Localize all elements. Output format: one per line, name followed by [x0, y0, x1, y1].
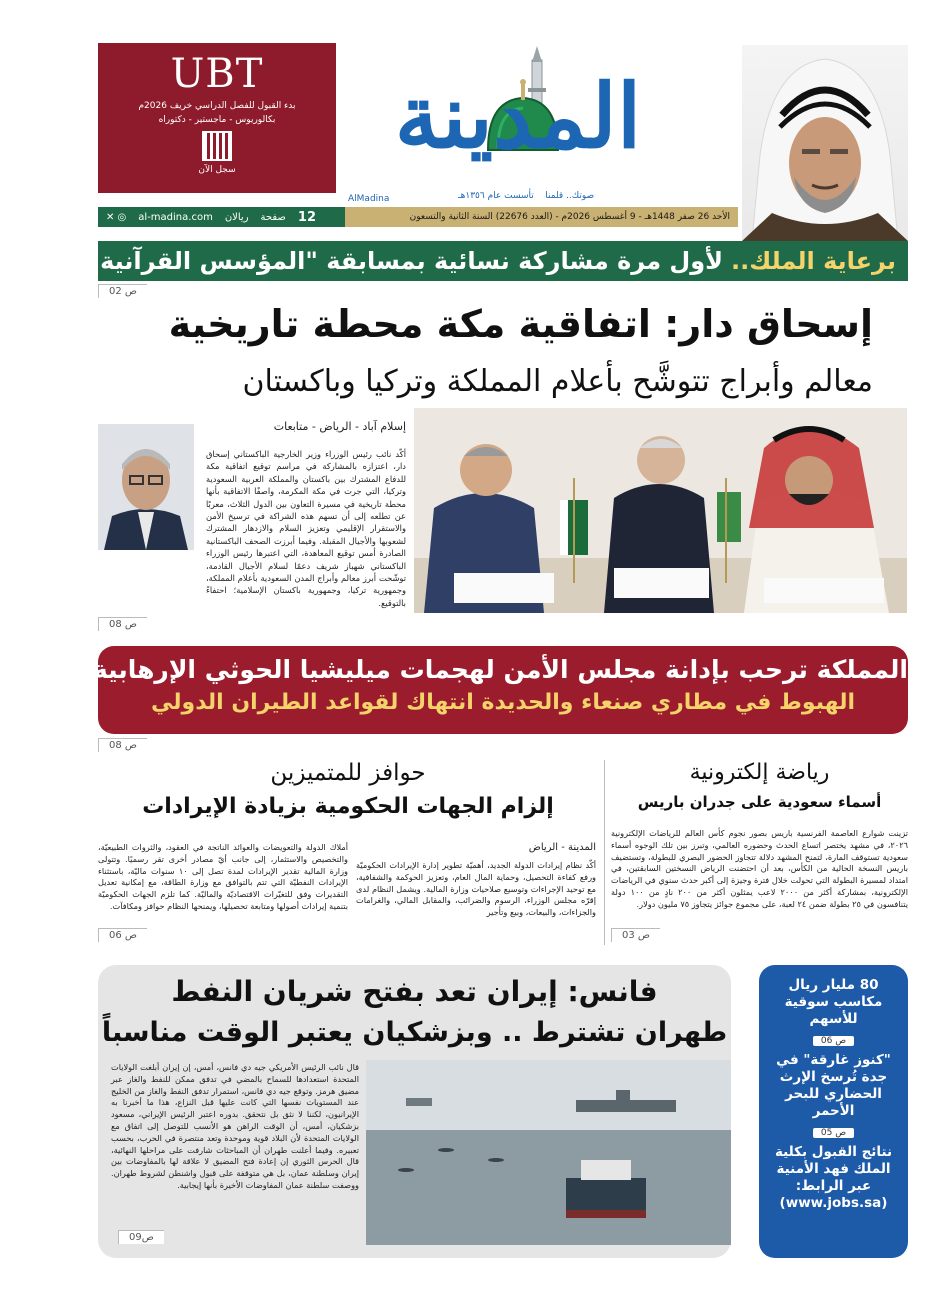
- revenue-heading[interactable]: حوافز للمتميزين: [270, 760, 426, 786]
- page-ref-lead[interactable]: ص 08: [98, 617, 147, 631]
- page-ref-revenue[interactable]: ص 06: [98, 928, 147, 942]
- pages-count: 12: [297, 209, 316, 225]
- page-ref-esports[interactable]: ص 03: [611, 928, 660, 942]
- iran-story-title[interactable]: فانس: إيران تعد بفتح شريان النفط: [171, 975, 658, 1008]
- pages-label: صفحة: [260, 211, 286, 223]
- iran-story-body: قال نائب الرئيس الأمريكي جيه دي فانس، أمس، إن إيران أبلغت الولايات المتحدة استعدادها للسماح بالمضي في تدفق ممكن للنفط والغاز عبر مضيق هرمز. وتوقع جيه دي فانس، استمرار تدفق النفط والغاز من الخليج عند المستويات نفسها التي كانت عليها قبل النزاع، هذا ما أخبرنا به الإيرانيون، لكننا لا نثق بل نتحقق. بدوره اعتبر الرئيس الإيراني، مسعود بزشكيان، أمس، أن الوقت الراهن هو الأنسب للتوصل إلى اتفاق مع الولايات المتحدة لأن البلاد قوية وموحدة وتعد منتصرة في الحرب، بحسب تعبيره. وفيما أعلنت طهران أن المباحثات شارفت على مراحلها النهائية، قال الحرس الثوري إن إعادة فتح المضيق لا علاقة لها بالمفاوضات بين إيران وسلطنة عمان، بل هي متوقفة على قبول واشنطن لشروط طهران. ووصفت سلطنة عمان المفاوضات الأخيرة بأنها إيجابية.: [111, 1062, 359, 1190]
- column-divider: [604, 760, 605, 945]
- revenue-body-column-1: أكّد نظام إيرادات الدولة الجديد، أهميّة تطوير إدارة الإيرادات الحكوميّة ورفع كفاءة التحصيل، وحماية المال العام، وتعزيز الحوكمة والشفافية، مع توحيد الإجراءات وتوسيع صلاحيات وزارة المالية. ويشمل النظام لدى إقرّه مجلس الوزراء، الرسوم والضرائب، والمقابل المالي، والغرامات والجزاءات، والبيعات، وبيع وتأجير: [356, 860, 596, 918]
- king-portrait-photo: [742, 45, 908, 241]
- page-ref-quran[interactable]: ص 02: [98, 284, 147, 298]
- qr-code-icon[interactable]: [202, 131, 232, 161]
- esports-body: تزينت شوارع العاصمة الفرنسية باريس بصور نجوم كأس العالم للرياضات الإلكترونية ٢٠٢٦، في مشهد يختصر اتساع الحدث وحضوره العالمي، وتبرز بين تلك الوجوه أسماء سعودية تستوقف المارة، لتمنح المشهد دلالة تتجاوز الحضور البصري للبطولة، وتستضيف باريس النسخة الحالية من الكأس، بعد أن احتضنت الرياض النسختين السابقتين، في امتداد لمسيرة البطولة التي تحولت خلال فترة وجيزة إلى أكبر حدث سنوي في الرياضات الإلكترونية، بمشاركة أكثر من ٢٠٠٠ لاعب يمثلون أكثر من ٢٠٠ نادٍ من ١٠٠ دولة يتنافسون في ٢٥ بطولة ضمن ٢٤ لعبة، على مجموع جوائز يتجاوز ٧٥ مليون دولار.: [611, 828, 908, 909]
- logo-wordmark: المدينة: [394, 64, 642, 168]
- sidebar-page-ref-jeddah[interactable]: ص 05: [813, 1128, 854, 1138]
- sidebar-item-admission-results[interactable]: نتائج القبول بكلية الملك فهد الأمنية عبر الرابط: (www.jobs.sa): [774, 1144, 893, 1211]
- lead-story-subtitle: معالم وأبراج تتوشَّح بأعلام المملكة وتركيا وباكستان: [242, 364, 873, 399]
- esports-subheading: أسماء سعودية على جدران باريس: [637, 793, 882, 811]
- security-headline-line1: المملكة ترحب بإدانة مجلس الأمن لهجمات ميليشيا الحوثي الإرهابية: [92, 655, 908, 684]
- ubt-logo: UBT: [170, 51, 264, 97]
- logo-latin-name: AlMadina: [348, 194, 390, 204]
- strait-tanker-photo: [366, 1060, 731, 1245]
- logo-slogan: [458, 191, 594, 201]
- sidebar-item-stocks[interactable]: 80 مليار ريال مكاسب سوقية للأسهم: [784, 977, 883, 1027]
- issue-info-bar: [98, 207, 738, 227]
- revenue-subheading: إلزام الجهات الحكومية بزيادة الإيرادات: [142, 794, 554, 819]
- newspaper-logo[interactable]: [338, 40, 698, 204]
- sidebar-item-jeddah-treasures[interactable]: "كنوز غارقة" في جدة تُرسخ الإرث الحضاري للبحر الأحمر: [776, 1052, 891, 1119]
- issue-date-line: الأحد 26 صفر 1448هـ - 9 أغسطس 2026م - (العدد 22676) السنة الثانية والتسعون: [345, 207, 738, 227]
- headline-accent: برعاية الملك..: [731, 247, 896, 275]
- ubt-advertisement[interactable]: [98, 43, 336, 193]
- slogan-text: صوتك.. قلمنا: [545, 191, 595, 201]
- revenue-byline: المدينة - الرياض: [528, 842, 596, 853]
- ad-admission-text: بدء القبول للفصل الدراسي خريف 2026م: [138, 101, 296, 111]
- esports-heading[interactable]: رياضة إلكترونية: [689, 760, 830, 785]
- social-icons[interactable]: ✕ ◎: [106, 211, 127, 223]
- lead-story-title[interactable]: إسحاق دار: اتفاقية مكة محطة تاريخية: [168, 302, 873, 346]
- ad-degrees-text: بكالوريوس - ماجستير - دكتوراه: [158, 115, 276, 125]
- price-text: ريالان: [224, 211, 249, 223]
- signing-ceremony-photo: [414, 408, 907, 613]
- headline-text: لأول مرة مشاركة نسائية بمسابقة "المؤسس القرآنية الدولية": [0, 247, 724, 275]
- ad-register-cta[interactable]: سجل الآن: [198, 165, 236, 175]
- website-link[interactable]: al-madina.com: [138, 211, 213, 223]
- ishaq-dar-photo: [98, 424, 194, 550]
- lead-story-body: أكّد نائب رئيس الوزراء وزير الخارجية الباكستاني إسحاق دار، اعتزازه بالمشاركة في مراسم توقيع اتفاقية مكة للدفاع المشترك بين باكستان والمملكة العربية السعودية وتركيا، التي جرت في مكة المكرمة، واصفًا الاتفاقية بأنها محطة تاريخية في مسيرة التعاون بين الدول الثلاث، معربًا عن تطلعه إلى أن تسهم هذه الشراكة في ترسيخ الأمن والاستقرار الإقليمي وتعزيز السلام والازدهار المشترك لشعوبها والأجيال المقبلة. وفيما أبرزت الصحف الباكستانية الصادرة أمس توقيع المعاهدة، التي اعتبرها رئيس الوزراء الباكستاني شهباز شريف دعمًا لسلام الأجيال القادمة، توشّحت أبرز معالم وأبراج المدن السعودية بأعلام المملكة، وجمهورية تركيا، وجمهورية باكستان الإسلامية؛ احتفاءً بالتوقيع.: [206, 449, 406, 608]
- page-ref-iran[interactable]: ص09: [118, 1230, 164, 1244]
- security-headline-line2: الهبوط في مطاري صنعاء والحديدة انتهاك لقواعد الطيران الدولي: [151, 690, 855, 715]
- security-council-headline[interactable]: [92, 646, 908, 734]
- issue-meta: [98, 207, 345, 227]
- quran-competition-headline[interactable]: [0, 241, 908, 281]
- page-ref-security[interactable]: ص 08: [98, 738, 147, 752]
- sidebar-page-ref-stocks[interactable]: ص 06: [813, 1036, 854, 1046]
- founded-text: تأسست عام ١٣٥٦هـ: [458, 191, 534, 201]
- revenue-body-column-2: أملاك الدولة والتعويضات والعوائد الناتجة في العقود، والثروات الطبيعيّة، والتخصيص والاستثمار، إلى جانب أيّ مصادر أخرى تقر رسميًا. وتتولى وزارة المالية تقدير الإيرادات لمدة تصل إلى ١٠ سنوات ماليّة، باستثناء الإيرادات النفطيّة التي تتم بالتوافق مع وزارة الطاقة، مع إمكانية تعديل التقديرات وفق للتغيّرات الاقتصاديّة والماليّة. كما تلزم الجهات الحكوميّة بتنمية إيرادات أصولها ومتابعة تحصيلها، ويمنحها النظام حوافز ومكافآت.: [98, 842, 348, 911]
- news-sidebar: [759, 965, 908, 1258]
- iran-story-subtitle: طهران تشترط .. وبزشكيان يعتبر الوقت مناسباً: [101, 1017, 728, 1048]
- lead-story-byline: إسلام آباد - الرياض - متابعات: [273, 420, 406, 433]
